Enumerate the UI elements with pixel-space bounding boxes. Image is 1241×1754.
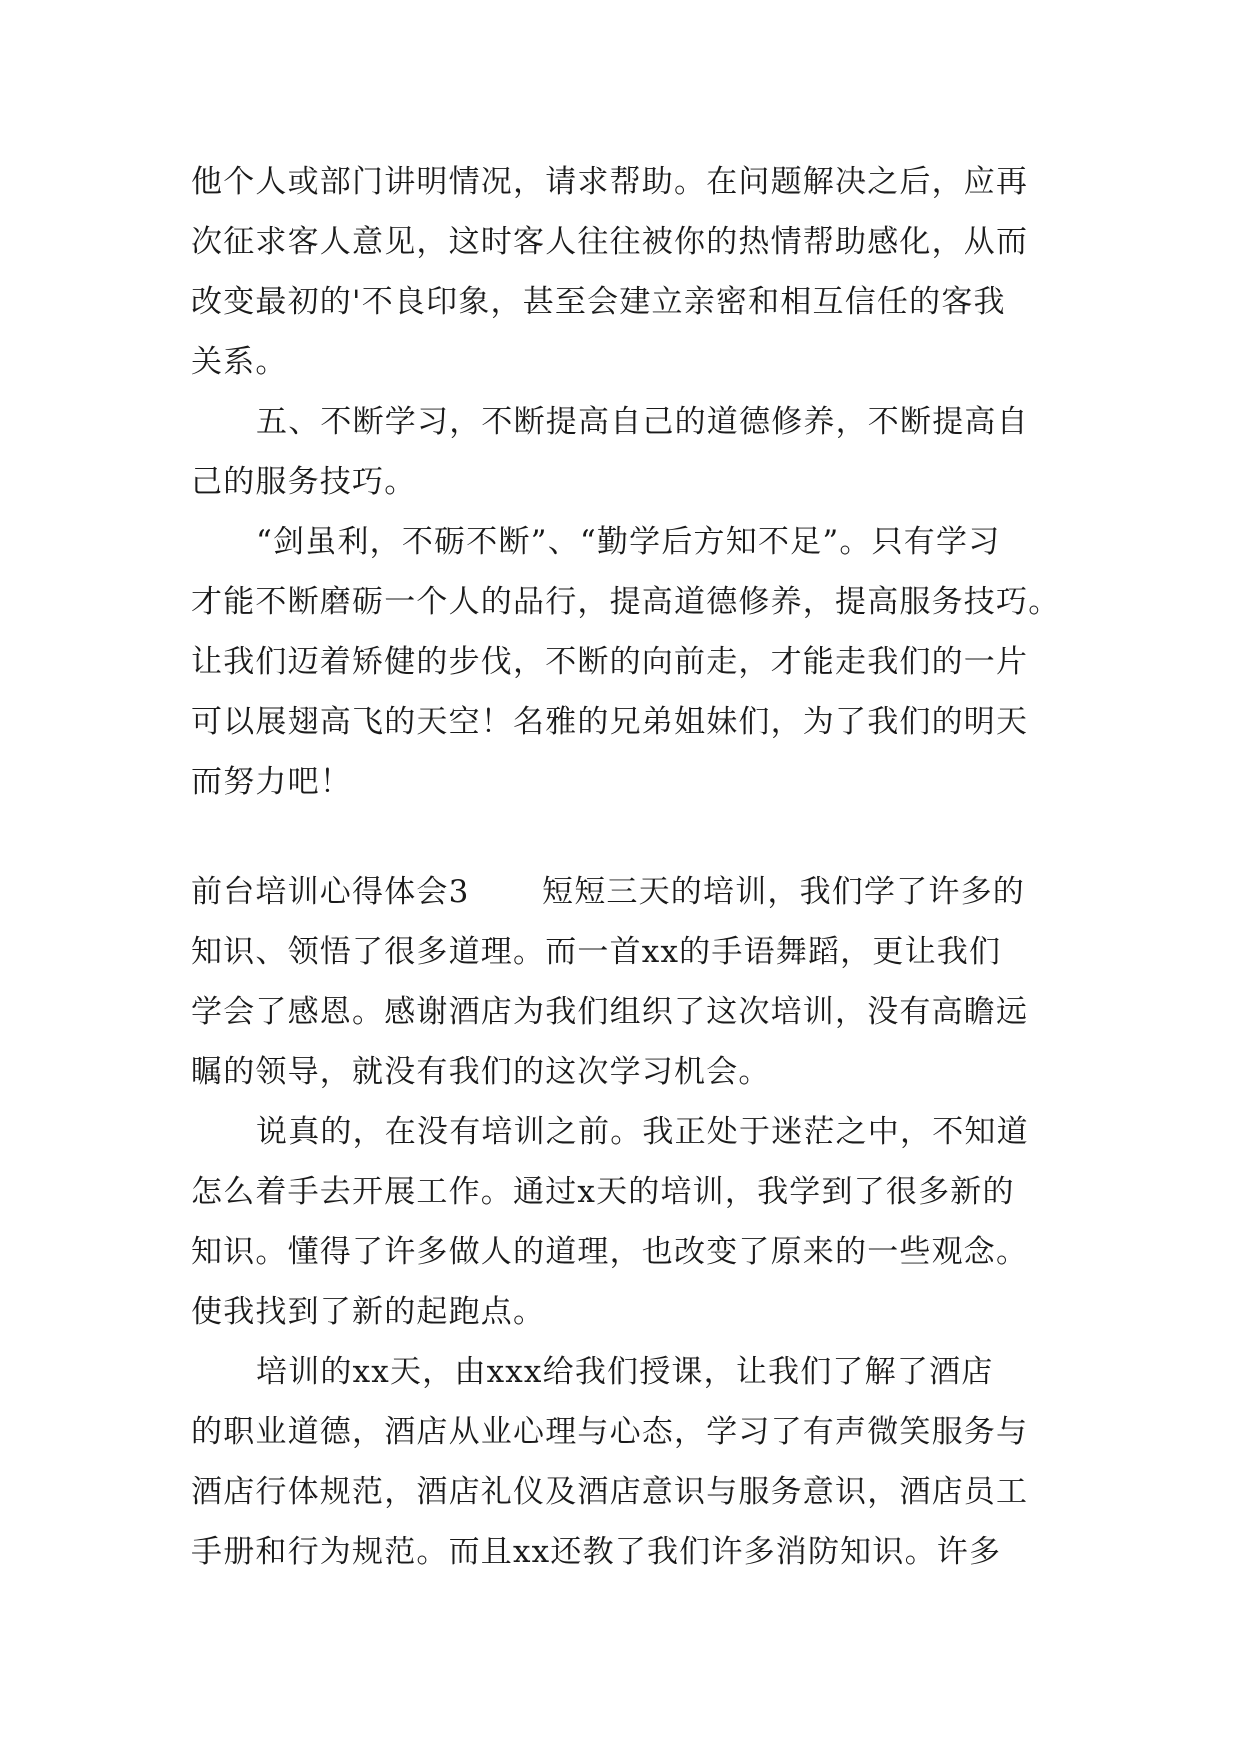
paragraph-line: 改变最初的'不良印象，甚至会建立亲密和相互信任的客我 (191, 284, 1006, 320)
paragraph-line: 学会了感恩。感谢酒店为我们组织了这次培训，没有高瞻远 (191, 994, 1029, 1030)
paragraph-line: 手册和行为规范。而且xx还教了我们许多消防知识。许多 (191, 1534, 1002, 1570)
paragraph-line: 说真的，在没有培训之前。我正处于迷茫之中，不知道 (256, 1114, 1029, 1150)
paragraph-line: 次征求客人意见，这时客人往往被你的热情帮助感化，从而 (191, 224, 1029, 260)
paragraph-line: 才能不断磨砺一个人的品行，提高道德修养，提高服务技巧。 (191, 584, 1061, 620)
paragraph-line: 关系。 (191, 344, 288, 380)
paragraph-line: 可以展翅高飞的天空！名雅的兄弟姐妹们，为了我们的明天 (191, 704, 1029, 740)
paragraph-line: 而努力吧！ (191, 764, 352, 800)
paragraph-line: 知识。懂得了许多做人的道理，也改变了原来的一些观念。 (191, 1234, 1029, 1270)
paragraph-line: 使我找到了新的起跑点。 (191, 1294, 546, 1330)
paragraph-line: 的职业道德，酒店从业心理与心态，学习了有声微笑服务与 (191, 1414, 1029, 1450)
paragraph-line: 让我们迈着矫健的步伐，不断的向前走，才能走我们的一片 (191, 644, 1029, 680)
paragraph-line: 知识、领悟了很多道理。而一首xx的手语舞蹈，更让我们 (191, 934, 1002, 970)
paragraph-line: 短短三天的培训，我们学了许多的 (542, 874, 1025, 910)
paragraph-line: 怎么着手去开展工作。通过x天的培训，我学到了很多新的 (191, 1174, 1015, 1210)
section-heading-line: 己的服务技巧。 (191, 464, 417, 500)
article-title: 前台培训心得体会3 (191, 874, 470, 910)
paragraph-line: 酒店行体规范，酒店礼仪及酒店意识与服务意识，酒店员工 (191, 1474, 1029, 1510)
section-heading-line: 五、不断学习，不断提高自己的道德修养，不断提高自 (256, 404, 1029, 440)
paragraph-line: 培训的xx天，由xxx给我们授课，让我们了解了酒店 (256, 1354, 994, 1390)
paragraph-line: 他个人或部门讲明情况，请求帮助。在问题解决之后，应再 (191, 164, 1029, 200)
paragraph-line: “剑虽利，不砺不断”、“勤学后方知不足”。只有学习 (256, 524, 1001, 560)
paragraph-line: 瞩的领导，就没有我们的这次学习机会。 (191, 1054, 771, 1090)
